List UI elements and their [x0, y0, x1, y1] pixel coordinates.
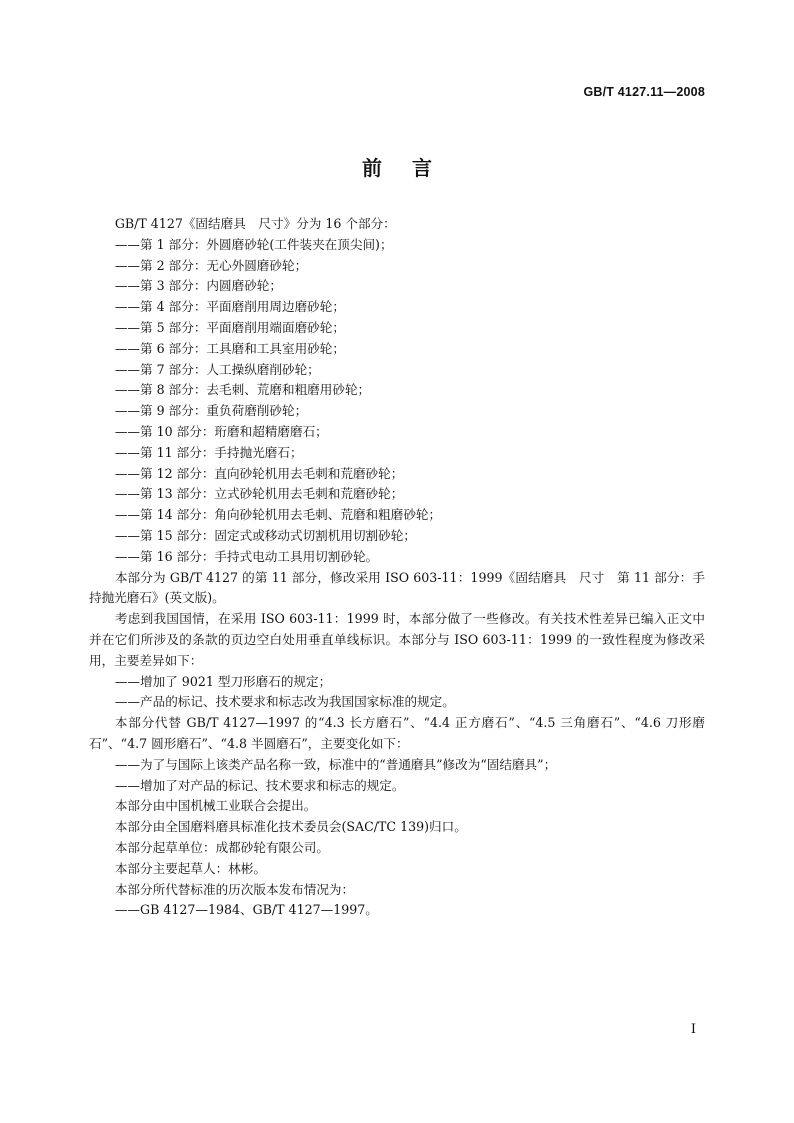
part-list-item: ——第 4 部分：平面磨削用周边磨砂轮；: [114, 299, 345, 315]
change-list-item: ——增加了对产品的标记、技术要求和标志的规定。: [114, 777, 405, 793]
part-list-item: ——第 8 部分：去毛刺、荒磨和粗磨用砂轮；: [114, 382, 371, 398]
part-list-item: ——第 7 部分：人工操纵磨削砂轮；: [114, 361, 320, 377]
part-list-item: ——第 14 部分：角向砂轮机用去毛刺、荒磨和粗磨砂轮；: [114, 507, 442, 523]
part-list-item: ——第 15 部分：固定式或移动式切割机用切割砂轮；: [114, 527, 416, 543]
part-list-item: ——第 2 部分：无心外圆磨砂轮；: [114, 257, 308, 273]
differences-paragraph: 考虑到我国国情，在采用 ISO 603-11：1999 时，本部分做了一些修改。有关技术性差异已编入正文中并在它们所涉及的条款的页边空白处用垂直单线标识。本部分与 ISO 603-11：1999 的一致性程度为修改采用，主要差异如下：: [89, 611, 705, 668]
part-list-item: ——第 9 部分：重负荷磨削砂轮；: [114, 403, 308, 419]
part-list-item: ——第 11 部分：手持抛光磨石；: [114, 444, 303, 460]
change-list-item: ——为了与国际上该类产品名称一致，标准中的“普通磨具”修改为“固结磨具”；: [114, 756, 557, 772]
difference-list-item: ——增加了 9021 型刀形磨石的规定；: [114, 673, 332, 689]
history-intro-paragraph: 本部分所代替标准的历次版本发布情况为：: [114, 881, 355, 897]
replaces-paragraph: 本部分代替 GB/T 4127—1997 的“4.3 长方磨石”、“4.4 正方磨石”、“4.5 三角磨石”、“4.6 刀形磨石”、“4.7 圆形磨石”、“4.8 半圆磨石”，主要变化如下：: [89, 715, 705, 751]
proposed-by-paragraph: 本部分由中国机械工业联合会提出。: [114, 798, 317, 814]
part-list-item: ——第 10 部分：珩磨和超精磨磨石；: [114, 423, 328, 439]
page-title: 前言: [362, 156, 462, 180]
part-list-item: ——第 6 部分：工具磨和工具室用砂轮；: [114, 340, 345, 356]
part-list-item: ——第 3 部分：内圆磨砂轮；: [114, 278, 282, 294]
part-list-item: ——第 16 部分：手持式电动工具用切割砂轮。: [114, 548, 379, 564]
centralized-by-paragraph: 本部分由全国磨料磨具标准化技术委员会(SAC/TC 139)归口。: [114, 819, 467, 835]
drafter-paragraph: 本部分主要起草人：林彬。: [114, 860, 266, 876]
standard-number: GB/T 4127.11—2008: [583, 85, 705, 99]
adoption-paragraph: 本部分为 GB/T 4127 的第 11 部分，修改采用 ISO 603-11：1999《固结磨具 尺寸 第 11 部分：手持抛光磨石》(英文版)。: [89, 569, 705, 606]
foreword-body: [89, 214, 705, 921]
part-list-item: ——第 5 部分：平面磨削用端面磨砂轮；: [114, 319, 345, 335]
part-list-item: ——第 13 部分：立式砂轮机用去毛刺和荒磨砂轮；: [114, 486, 404, 502]
history-list-item: ——GB 4127—1984、GB/T 4127—1997。: [114, 902, 378, 918]
part-list-item: ——第 1 部分：外圆磨砂轮(工件装夹在顶尖间)；: [114, 236, 393, 252]
part-list-item: ——第 12 部分：直向砂轮机用去毛刺和荒磨砂轮；: [114, 465, 404, 481]
intro-paragraph: GB/T 4127《固结磨具 尺寸》分为 16 个部分：: [114, 216, 396, 231]
page-number: I: [690, 1022, 696, 1037]
difference-list-item: ——产品的标记、技术要求和标志改为我国国家标准的规定。: [114, 694, 455, 710]
drafting-unit-paragraph: 本部分起草单位：成都砂轮有限公司。: [114, 839, 329, 855]
